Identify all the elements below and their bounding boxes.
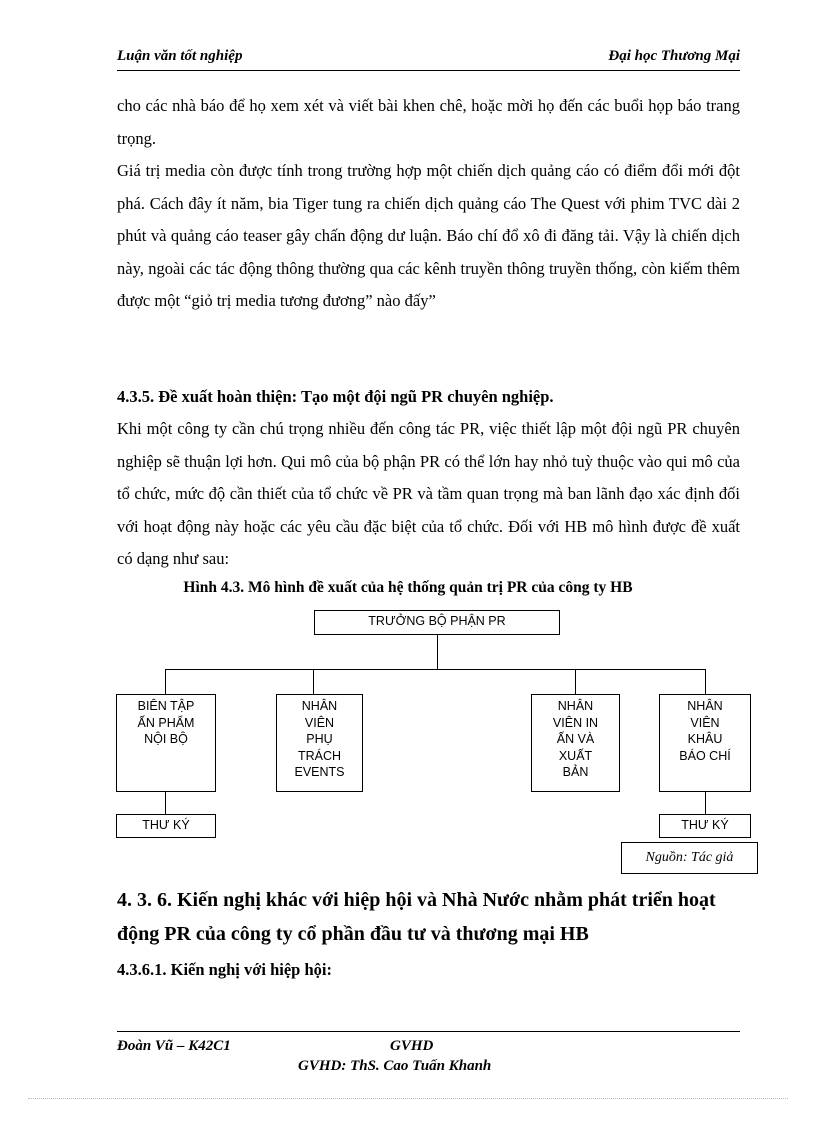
connector-child-4 (705, 669, 706, 694)
org-box-in-an: NHÂN VIÊN IN ẤN VÀ XUẤT BẢN (531, 694, 620, 792)
org-box-events: NHÂN VIÊN PHỤ TRÁCH EVENTS (276, 694, 363, 792)
org-box-bao-chi: NHÂN VIÊN KHÂU BÁO CHÍ (659, 694, 751, 792)
org-box-bien-tap: BIÊN TẬP ẤN PHẨM NỘI BỘ (116, 694, 216, 792)
header-rule (117, 70, 740, 71)
footer-author: Đoàn Vũ – K42C1 (117, 1038, 231, 1054)
heading-4-3-5: 4.3.5. Đề xuất hoàn thiện: Tạo một đội ngũ PR chuyên nghiệp. (117, 387, 554, 406)
connector-horizontal (165, 669, 706, 670)
org-root-box: TRƯỞNG BỘ PHẬN PR (314, 610, 560, 635)
section-4-3-6-title: 4. 3. 6. Kiến nghị khác với hiệp hội và Nhà Nước nhằm phát triển hoạt động PR của công ty cổ phần đầu tư và thương mại HB (117, 889, 716, 945)
paragraph-3: Khi một công ty cần chú trọng nhiều đến công tác PR, việc thiết lập một đội ngũ PR chuyên nghiệp sẽ thuận lợi hơn. Qui mô của bộ phận PR có thể lớn hay nhỏ tuỳ thuộc vào qui mô của tổ chức, mức độ cần thiết của tổ chức về PR và tầm quan trọng mà ban lãnh đạo xác định đối với hoạt động này hoặc các yêu cầu đặc biệt của tổ chức. Đối với HB mô hình được đề xuất có dạng như sau: (117, 419, 740, 568)
footer-rule (117, 1031, 740, 1032)
page-bottom-dotted-border (28, 1098, 788, 1099)
footer-gvhd-full: GVHD: ThS. Cao Tuấn Khanh (298, 1058, 492, 1074)
footer-gvhd-short: GVHD (390, 1038, 434, 1054)
connector-secretary-right (705, 792, 706, 814)
connector-secretary-left (165, 792, 166, 814)
org-box-secretary-left: THƯ KÝ (116, 814, 216, 838)
connector-child-2 (313, 669, 314, 694)
connector-root-down (437, 635, 438, 670)
org-box-secretary-right: THƯ KÝ (659, 814, 751, 838)
subsection-4-3-6-1: 4.3.6.1. Kiến nghị với hiệp hội: (117, 960, 332, 979)
connector-child-1 (165, 669, 166, 694)
figure-source: Nguồn: Tác giả (621, 842, 758, 874)
header-left: Luận văn tốt nghiệp (117, 48, 243, 64)
header-right: Đại học Thương Mại (608, 48, 740, 64)
connector-child-3 (575, 669, 576, 694)
figure-title: Hình 4.3. Mô hình đề xuất của hệ thống quản trị PR của công ty HB (183, 579, 633, 596)
paragraph-2: Giá trị media còn được tính trong trường hợp một chiến dịch quảng cáo có điểm đổi mới đột phá. Cách đây ít năm, bia Tiger tung ra chiến dịch quảng cáo The Quest với phim TVC dài 2 phút và quảng cáo teaser gây chấn động dư luận. Báo chí đổ xô đi đăng tải. Vậy là chiến dịch này, ngoài các tác động thông thường qua các kênh truyền thông truyền thống, còn kiếm thêm được một “giỏ trị media tương đương” nào đấy” (117, 161, 740, 310)
paragraph-1: cho các nhà báo để họ xem xét và viết bài khen chê, hoặc mời họ đến các buổi họp báo trang trọng. (117, 96, 740, 148)
